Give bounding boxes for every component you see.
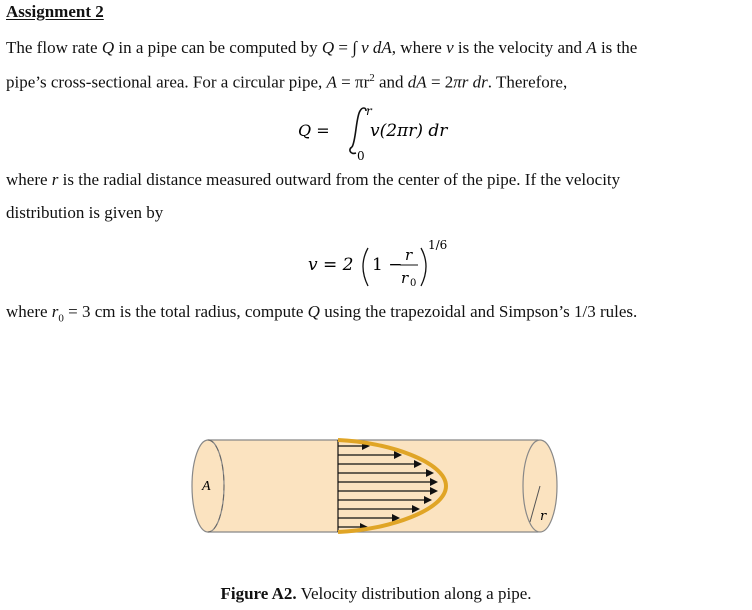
eq2-left-paren: [363, 248, 368, 286]
pipe-figure: [188, 432, 568, 542]
eq2-numerator: r: [405, 246, 413, 264]
eq1-integrand: v(2πr) dr: [370, 121, 448, 141]
eq2-denominator: r: [401, 269, 409, 287]
paragraph-2-line-2: distribution is given by: [6, 203, 164, 222]
eq2-lhs: v = 2: [308, 255, 354, 275]
eq1-upper-limit: r: [366, 104, 372, 118]
radius-label: r: [540, 509, 547, 524]
assignment-heading: Assignment 2: [6, 2, 104, 21]
paragraph-1-line-2: pipe’s cross-sectional area. For a circular pipe, $A = \pi r^2$ and dA = 2πr dr. Therefore,: [6, 72, 568, 92]
paragraph-3: where $r_0 = 3$ cm is the total radius, compute Q using the trapezoidal and Simpson’s 1/3 rules.: [6, 302, 638, 325]
figure-caption: Figure A2. Velocity distribution along a pipe.: [220, 584, 532, 603]
equation-velocity: [300, 232, 470, 294]
eq2-right-paren: [421, 248, 426, 286]
paragraph-1-line-1: The flow rate Q in a pipe can be computed by Q = ∫ v dA, where v is the velocity and A is the: [6, 38, 638, 57]
integral-sign: [350, 108, 366, 153]
eq2-denominator-sub: 0: [410, 278, 417, 289]
area-label: A: [202, 479, 211, 494]
eq2-exponent: 1/6: [428, 238, 448, 252]
paragraph-2-line-1: where r is the radial distance measured outward from the center of the pipe. If the velocity: [6, 170, 621, 189]
eq1-lhs: Q =: [298, 121, 330, 140]
eq1-lower-limit: 0: [357, 149, 365, 163]
eq2-one-minus: 1 −: [372, 255, 403, 275]
equation-flow-integral: [290, 103, 470, 163]
